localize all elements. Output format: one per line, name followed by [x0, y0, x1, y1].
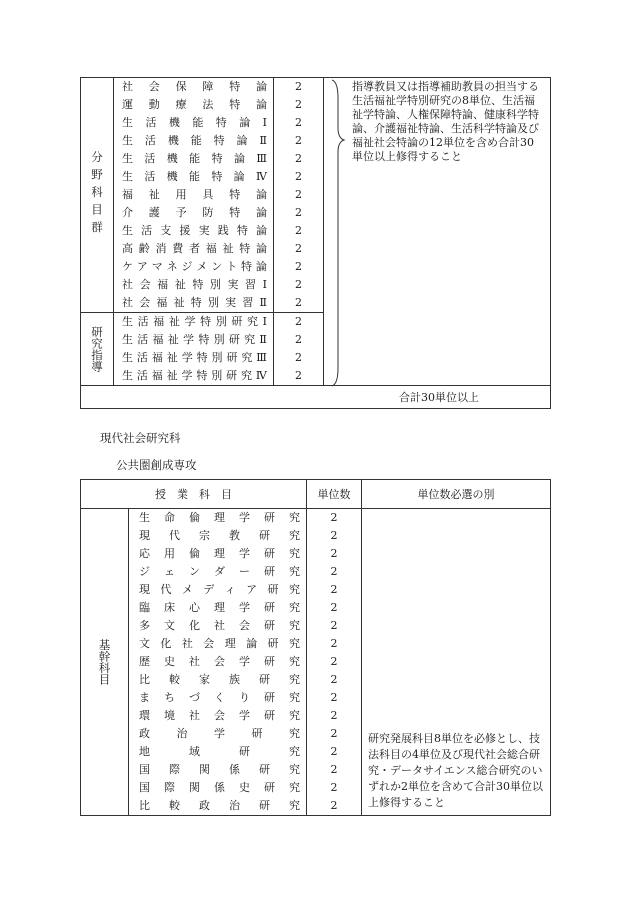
credit-value: 2: [307, 797, 362, 816]
subject-name: [114, 258, 274, 276]
subject-name: [129, 563, 307, 581]
subject-name: [114, 313, 274, 332]
table-row: [81, 78, 551, 97]
subject-text: 生 活 機 能 特 論 Ⅲ: [122, 152, 267, 165]
credit-value: 2: [307, 527, 362, 545]
subject-name: [129, 743, 307, 761]
subject-name: [129, 635, 307, 653]
credit-value: 2: [307, 779, 362, 797]
subject-text: ま ち づ く り 研 究: [139, 691, 300, 704]
subject-name: [129, 671, 307, 689]
credit-value: 2: [274, 331, 324, 349]
header-subject: 授 業 科 目: [81, 480, 307, 509]
subject-name: [114, 132, 274, 150]
credit-value: 2: [307, 545, 362, 563]
credit-value: 2: [307, 725, 362, 743]
subject-text: 比 較 政 治 研 究: [139, 799, 300, 812]
subject-text: 歴 史 社 会 学 研 究: [139, 655, 300, 668]
credit-value: 2: [274, 222, 324, 240]
credit-value: 2: [307, 509, 362, 528]
subject-text: 国 際 関 係 史 研 究: [139, 781, 300, 794]
subject-name: [129, 581, 307, 599]
credit-value: 2: [274, 258, 324, 276]
credit-value: 2: [307, 689, 362, 707]
subject-text: 文 化 社 会 理 論 研 究: [139, 637, 300, 650]
subject-text: 政 治 学 研 究: [139, 727, 300, 740]
subject-name: [114, 150, 274, 168]
subject-name: [114, 367, 274, 386]
curriculum-table-lower: [80, 479, 551, 816]
subject-name: [114, 331, 274, 349]
credit-value: 2: [274, 150, 324, 168]
credit-value: 2: [274, 132, 324, 150]
credit-value: 2: [274, 204, 324, 222]
subject-text: 社 会 福 祉 特 別 実 習 Ⅰ: [122, 278, 267, 291]
subject-name: [114, 240, 274, 258]
subject-text: ケ ア マ ネ ジ メ ン ト 特 論: [122, 260, 267, 273]
section-title: 現代社会研究科: [100, 431, 181, 445]
subject-name: [129, 617, 307, 635]
credit-value: 2: [274, 186, 324, 204]
subject-text: 社 会 福 祉 特 別 実 習 Ⅱ: [122, 296, 267, 309]
credit-value: 2: [307, 761, 362, 779]
subject-name: [129, 725, 307, 743]
subject-name: [114, 276, 274, 294]
credit-value: 2: [274, 294, 324, 313]
credit-value: 2: [307, 635, 362, 653]
subject-text: 国 際 関 係 研 究: [139, 763, 300, 776]
note-text: 指導教員又は指導補助教員の担当する生活福祉学特別研究の8単位、生活福祉学特論、人権保障特論、健康科学特論、介護福祉特論、生活科学特論及び福祉社会特論の12単位を含め合計30単位以上修得すること: [352, 80, 539, 163]
subject-text: 生 命 倫 理 学 研 究: [139, 511, 300, 524]
subject-text: 臨 床 心 理 学 研 究: [139, 601, 300, 614]
subject-name: [114, 78, 274, 97]
subsection-title: 公共圏創成専攻: [116, 458, 197, 472]
subject-name: [114, 186, 274, 204]
subject-text: 社 会 保 障 特 論: [122, 80, 267, 93]
subject-name: [129, 761, 307, 779]
subject-name: [114, 114, 274, 132]
subject-text: 現 代 宗 教 研 究: [139, 529, 300, 542]
subject-text: 環 境 社 会 学 研 究: [139, 709, 300, 722]
subject-name: [129, 707, 307, 725]
subject-text: 生 活 福 祉 学 特 別 研 究 Ⅳ: [122, 369, 267, 382]
credit-value: 2: [307, 743, 362, 761]
subject-text: 生 活 福 祉 学 特 別 研 究 Ⅲ: [122, 351, 267, 364]
subject-text: 運 動 療 法 特 論: [122, 98, 267, 111]
credit-value: 2: [307, 671, 362, 689]
total-row: [81, 386, 551, 409]
brace-icon: [328, 78, 348, 388]
credit-value: 2: [274, 367, 324, 386]
group-label: 基幹科目: [81, 509, 129, 816]
requirement-note: [324, 78, 551, 386]
subject-text: ジ ェ ン ダ ー 研 究: [139, 565, 300, 578]
subject-text: 福 祉 用 具 特 論: [122, 188, 267, 201]
subject-name: [129, 653, 307, 671]
credit-value: 2: [307, 563, 362, 581]
subject-name: [114, 96, 274, 114]
credit-value: 2: [307, 707, 362, 725]
header-requirement: 単位数必選の別: [362, 480, 551, 509]
credit-value: 2: [274, 78, 324, 97]
subject-name: [129, 689, 307, 707]
subject-name: [129, 779, 307, 797]
subject-text: 現 代 メ デ ィ ア 研 究: [139, 583, 300, 596]
requirement-note: 研究発展科目8単位を必修とし、技法科目の4単位及び現代社会総合研究・データサイエンス総合研究のいずれか2単位を含めて合計30単位以上修得すること: [362, 509, 551, 816]
subject-text: 比 較 家 族 研 究: [139, 673, 300, 686]
subject-text: 生 活 福 祉 学 特 別 研 究 Ⅰ: [122, 315, 267, 328]
subject-name: [129, 599, 307, 617]
header-credits: 単位数: [307, 480, 362, 509]
table-row: [81, 509, 551, 528]
subject-text: 介 護 予 防 特 論: [122, 206, 267, 219]
subject-text: 高 齢 消 費 者 福 祉 特 論: [122, 242, 267, 255]
subject-name: [129, 527, 307, 545]
subject-name: [129, 509, 307, 528]
subject-text: 生 活 機 能 特 論 Ⅳ: [122, 170, 267, 183]
credit-value: 2: [274, 313, 324, 332]
credit-value: 2: [307, 581, 362, 599]
credit-value: 2: [274, 240, 324, 258]
subject-name: [129, 797, 307, 816]
credit-value: 2: [307, 617, 362, 635]
credit-value: 2: [274, 114, 324, 132]
subject-text: 生 活 機 能 特 論 Ⅰ: [122, 116, 267, 129]
subject-name: [114, 222, 274, 240]
subject-text: 多 文 化 社 会 研 究: [139, 619, 300, 632]
group-label: 分野科目群: [81, 78, 114, 313]
credit-value: 2: [307, 653, 362, 671]
subject-text: 地 域 研 究: [139, 745, 300, 758]
group-label: 研究指導: [81, 313, 114, 386]
subject-text: 生 活 支 援 実 践 特 論: [122, 224, 267, 237]
credit-value: 2: [274, 96, 324, 114]
curriculum-table-upper: [80, 77, 551, 409]
total-requirement: 合計30単位以上: [81, 386, 551, 409]
subject-text: 生 活 機 能 特 論 Ⅱ: [122, 134, 267, 147]
subject-name: [114, 294, 274, 313]
subject-name: [114, 349, 274, 367]
credit-value: 2: [274, 276, 324, 294]
subject-name: [114, 168, 274, 186]
subject-name: [114, 204, 274, 222]
credit-value: 2: [274, 168, 324, 186]
subject-text: 応 用 倫 理 学 研 究: [139, 547, 300, 560]
credit-value: 2: [274, 349, 324, 367]
credit-value: 2: [307, 599, 362, 617]
subject-name: [129, 545, 307, 563]
subject-text: 生 活 福 祉 学 特 別 研 究 Ⅱ: [122, 333, 267, 346]
